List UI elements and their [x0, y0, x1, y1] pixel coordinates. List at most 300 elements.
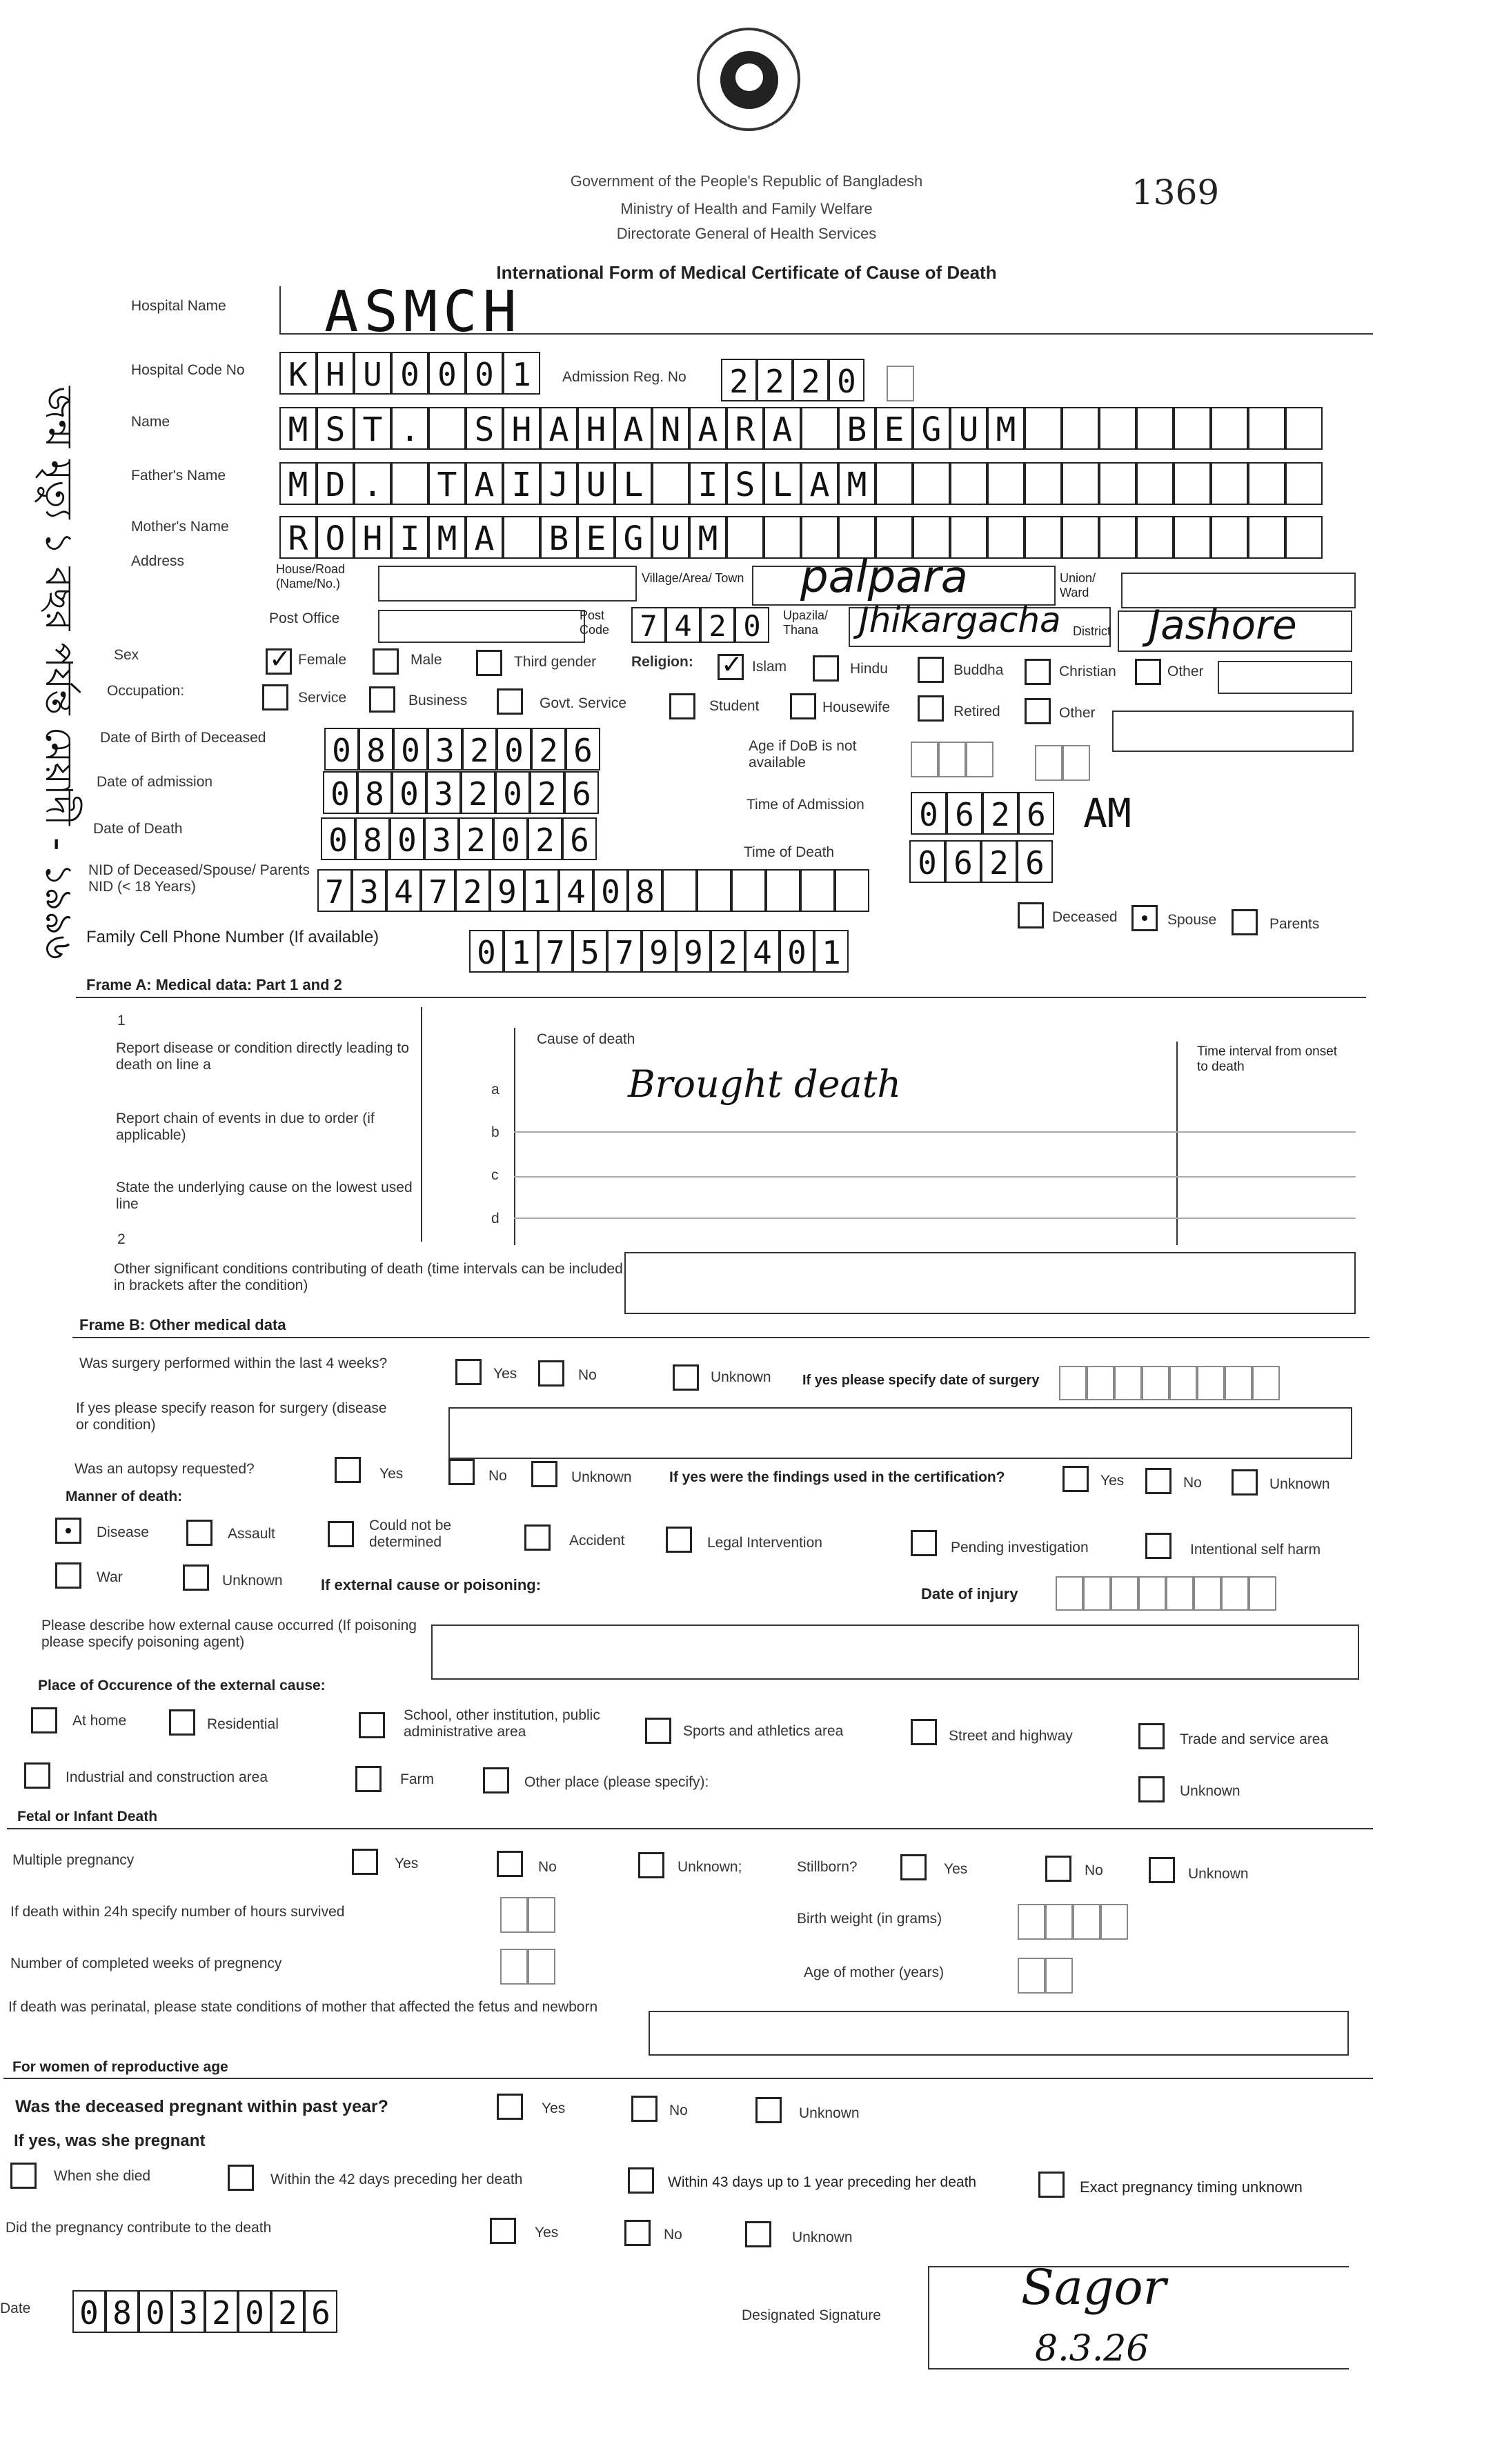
- hours-cells[interactable]: [500, 1897, 555, 1933]
- char-cell[interactable]: [1087, 1366, 1114, 1400]
- char-cell[interactable]: [1136, 516, 1174, 559]
- dod-label: Date of Death: [93, 821, 183, 837]
- char-cell[interactable]: A: [466, 462, 503, 505]
- sex-third-checkbox[interactable]: [476, 650, 502, 676]
- place-farm-checkbox[interactable]: [355, 1766, 382, 1792]
- occ-business-checkbox[interactable]: [369, 686, 395, 713]
- char-cell[interactable]: M: [838, 462, 876, 505]
- char-cell[interactable]: [1018, 1904, 1045, 1940]
- char-cell[interactable]: 8: [355, 817, 390, 860]
- frame-a-left-divider: [421, 1007, 422, 1242]
- cause-row-c-line: [514, 1218, 1356, 1219]
- char-cell[interactable]: [1045, 1904, 1073, 1940]
- char-cell[interactable]: E: [577, 516, 615, 559]
- char-cell[interactable]: T: [428, 462, 466, 505]
- father-name-cells[interactable]: [279, 462, 1323, 505]
- char-cell[interactable]: [697, 869, 731, 912]
- manner-undetermined-checkbox[interactable]: [328, 1521, 354, 1547]
- age-cells[interactable]: [911, 742, 993, 777]
- surgery-date-cells[interactable]: [1059, 1366, 1280, 1400]
- tod-cells[interactable]: [909, 840, 1053, 883]
- char-cell[interactable]: [1252, 1366, 1280, 1400]
- char-cell[interactable]: 3: [424, 817, 459, 860]
- char-cell[interactable]: [1194, 1576, 1221, 1611]
- char-cell[interactable]: 9: [642, 930, 676, 973]
- char-cell[interactable]: 0: [393, 728, 428, 771]
- char-cell[interactable]: I: [503, 462, 540, 505]
- char-cell[interactable]: 6: [562, 817, 597, 860]
- occ-student-checkbox[interactable]: [669, 693, 695, 719]
- char-cell[interactable]: 2: [982, 792, 1018, 835]
- place-school-checkbox[interactable]: [359, 1712, 385, 1738]
- when-died-checkbox[interactable]: [10, 2163, 37, 2189]
- findings-no-checkbox[interactable]: [1145, 1468, 1171, 1494]
- char-cell[interactable]: N: [652, 407, 689, 450]
- char-cell[interactable]: [801, 407, 838, 450]
- char-cell[interactable]: 3: [172, 2290, 205, 2333]
- char-cell[interactable]: A: [764, 407, 801, 450]
- char-cell[interactable]: 0: [469, 930, 504, 973]
- char-cell[interactable]: [987, 516, 1025, 559]
- char-cell[interactable]: 6: [1017, 840, 1053, 883]
- char-cell[interactable]: 0: [780, 930, 814, 973]
- surgery-yes-checkbox[interactable]: [455, 1359, 482, 1385]
- multiple-yes-checkbox[interactable]: [352, 1849, 378, 1875]
- surgery-no-checkbox[interactable]: [538, 1360, 564, 1387]
- char-cell[interactable]: [1174, 462, 1211, 505]
- char-cell[interactable]: 0: [390, 817, 424, 860]
- findings-yes-label: Yes: [1100, 1473, 1125, 1489]
- char-cell[interactable]: 3: [352, 869, 386, 912]
- char-cell[interactable]: [1225, 1366, 1252, 1400]
- char-cell[interactable]: [1062, 462, 1099, 505]
- place-industrial-checkbox[interactable]: [24, 1762, 50, 1789]
- place-unknown-checkbox[interactable]: [1138, 1776, 1165, 1802]
- char-cell[interactable]: K: [279, 352, 317, 395]
- char-cell[interactable]: [987, 462, 1025, 505]
- char-cell[interactable]: L: [764, 462, 801, 505]
- char-cell[interactable]: [1025, 407, 1062, 450]
- char-cell[interactable]: M: [428, 516, 466, 559]
- nid-cells[interactable]: [317, 869, 869, 912]
- char-cell[interactable]: [391, 462, 428, 505]
- char-cell[interactable]: H: [503, 407, 540, 450]
- char-cell[interactable]: 4: [745, 930, 780, 973]
- char-cell[interactable]: [1248, 516, 1285, 559]
- char-cell[interactable]: 2: [721, 359, 757, 401]
- char-cell[interactable]: U: [950, 407, 987, 450]
- place-residential-checkbox[interactable]: [169, 1709, 195, 1736]
- sex-female-label: Female: [298, 652, 347, 668]
- char-cell[interactable]: 2: [528, 817, 562, 860]
- contribute-yes-checkbox[interactable]: [490, 2218, 516, 2244]
- manner-unknown-checkbox[interactable]: [183, 1564, 209, 1591]
- place-industrial-label: Industrial and construction area: [66, 1769, 268, 1785]
- pregnant-yes-checkbox[interactable]: [497, 2094, 523, 2120]
- char-cell[interactable]: 2: [205, 2290, 238, 2333]
- char-cell[interactable]: U: [577, 462, 615, 505]
- char-cell[interactable]: H: [317, 352, 354, 395]
- char-cell[interactable]: S: [466, 407, 503, 450]
- injury-date-cells[interactable]: [1056, 1576, 1276, 1611]
- char-cell[interactable]: 1: [814, 930, 849, 973]
- char-cell[interactable]: O: [317, 516, 354, 559]
- age-unit-cells[interactable]: [1035, 745, 1090, 781]
- char-cell[interactable]: [1174, 407, 1211, 450]
- char-cell[interactable]: 2: [455, 869, 490, 912]
- char-cell[interactable]: [1059, 1366, 1087, 1400]
- char-cell[interactable]: 2: [700, 607, 735, 643]
- char-cell[interactable]: 8: [359, 728, 393, 771]
- char-cell[interactable]: [1035, 745, 1062, 781]
- sex-female-checkbox[interactable]: [266, 648, 292, 675]
- post-office-field[interactable]: [378, 610, 585, 643]
- char-cell[interactable]: R: [726, 407, 764, 450]
- char-cell[interactable]: [1211, 407, 1248, 450]
- char-cell[interactable]: [1136, 407, 1174, 450]
- char-cell[interactable]: [1018, 1958, 1045, 1994]
- char-cell[interactable]: H: [354, 516, 391, 559]
- char-cell[interactable]: 2: [757, 359, 793, 401]
- char-cell[interactable]: [938, 742, 966, 777]
- char-cell[interactable]: 6: [947, 792, 982, 835]
- char-cell[interactable]: [764, 516, 801, 559]
- char-cell[interactable]: 2: [981, 840, 1017, 883]
- district-value: Jashore: [1149, 602, 1297, 648]
- char-cell[interactable]: 2: [462, 728, 497, 771]
- cause-row-a-letter: a: [491, 1082, 500, 1097]
- char-cell[interactable]: .: [354, 462, 391, 505]
- char-cell[interactable]: 7: [421, 869, 455, 912]
- manner-disease-label: Disease: [97, 1524, 149, 1540]
- manner-war-checkbox[interactable]: [55, 1562, 81, 1589]
- house-field[interactable]: [378, 566, 637, 602]
- char-cell[interactable]: 2: [461, 771, 495, 814]
- char-cell[interactable]: 8: [628, 869, 662, 912]
- char-cell[interactable]: [503, 516, 540, 559]
- char-cell[interactable]: [1169, 1366, 1197, 1400]
- multiple-no-checkbox[interactable]: [497, 1851, 523, 1877]
- char-cell[interactable]: 5: [573, 930, 607, 973]
- char-cell[interactable]: [1083, 1576, 1111, 1611]
- char-cell[interactable]: 4: [386, 869, 421, 912]
- char-cell[interactable]: 1: [524, 869, 559, 912]
- occ-retired-checkbox[interactable]: [918, 695, 944, 722]
- char-cell[interactable]: B: [838, 407, 876, 450]
- part1-number: 1: [117, 1013, 126, 1029]
- char-cell[interactable]: M: [279, 407, 317, 450]
- char-cell[interactable]: [766, 869, 800, 912]
- char-cell[interactable]: 0: [392, 771, 426, 814]
- phone-label: Family Cell Phone Number (If available): [86, 928, 379, 946]
- within43-checkbox[interactable]: [628, 2167, 654, 2194]
- manner-pending-checkbox[interactable]: [911, 1530, 937, 1556]
- occ-other-checkbox[interactable]: [1025, 698, 1051, 724]
- char-cell[interactable]: 7: [538, 930, 573, 973]
- occ-govt-checkbox[interactable]: [497, 688, 523, 715]
- place-street-checkbox[interactable]: [911, 1719, 937, 1745]
- char-cell[interactable]: M: [987, 407, 1025, 450]
- toa-cells[interactable]: [911, 792, 1054, 835]
- phone-cells[interactable]: [469, 930, 849, 973]
- manner-legal-checkbox[interactable]: [666, 1527, 692, 1553]
- char-cell[interactable]: 0: [139, 2290, 172, 2333]
- char-cell[interactable]: [1025, 516, 1062, 559]
- admission-reg-cells[interactable]: [721, 359, 864, 401]
- char-cell[interactable]: 3: [426, 771, 461, 814]
- religion-other-field[interactable]: [1218, 661, 1352, 694]
- char-cell[interactable]: [1136, 462, 1174, 505]
- char-cell[interactable]: 0: [495, 771, 530, 814]
- exact-unknown-checkbox[interactable]: [1038, 2172, 1065, 2198]
- char-cell[interactable]: I: [689, 462, 726, 505]
- char-cell[interactable]: [428, 407, 466, 450]
- char-cell[interactable]: 0: [72, 2290, 106, 2333]
- char-cell[interactable]: [950, 462, 987, 505]
- char-cell[interactable]: [1285, 516, 1323, 559]
- char-cell[interactable]: [500, 1949, 528, 1985]
- perinatal-field[interactable]: [649, 2011, 1349, 2056]
- dod-cells[interactable]: [321, 817, 597, 860]
- char-cell[interactable]: 2: [711, 930, 745, 973]
- char-cell[interactable]: J: [540, 462, 577, 505]
- occ-other-field[interactable]: [1112, 711, 1354, 752]
- occ-housewife-checkbox[interactable]: [790, 693, 816, 719]
- nid-parents-checkbox[interactable]: [1232, 909, 1258, 935]
- char-cell[interactable]: [800, 869, 835, 912]
- religion-christian-checkbox[interactable]: [1025, 659, 1051, 685]
- char-cell[interactable]: [1174, 516, 1211, 559]
- char-cell[interactable]: 2: [271, 2290, 304, 2333]
- surgery-unknown-checkbox[interactable]: [673, 1364, 699, 1391]
- char-cell[interactable]: 0: [428, 352, 466, 395]
- char-cell[interactable]: L: [615, 462, 652, 505]
- char-cell[interactable]: 7: [631, 607, 666, 643]
- religion-islam-checkbox[interactable]: [718, 654, 744, 680]
- surgery-no-label: No: [578, 1367, 597, 1383]
- place-home-checkbox[interactable]: [31, 1707, 57, 1733]
- char-cell[interactable]: G: [615, 516, 652, 559]
- char-cell[interactable]: [528, 1949, 555, 1985]
- char-cell[interactable]: [913, 462, 950, 505]
- char-cell[interactable]: 0: [911, 792, 947, 835]
- nid-deceased-checkbox[interactable]: [1018, 902, 1044, 928]
- char-cell[interactable]: [1099, 516, 1136, 559]
- findings-unknown-checkbox[interactable]: [1232, 1469, 1258, 1496]
- char-cell[interactable]: [1062, 407, 1099, 450]
- char-cell[interactable]: 7: [317, 869, 352, 912]
- char-cell[interactable]: U: [354, 352, 391, 395]
- weeks-cells[interactable]: [500, 1949, 555, 1985]
- stillborn-yes-checkbox[interactable]: [900, 1854, 927, 1880]
- mother-age-cells[interactable]: [1018, 1958, 1073, 1994]
- char-cell[interactable]: [1062, 516, 1099, 559]
- char-cell[interactable]: 8: [357, 771, 392, 814]
- char-cell[interactable]: G: [913, 407, 950, 450]
- place-sports-checkbox[interactable]: [645, 1718, 671, 1744]
- char-cell[interactable]: M: [279, 462, 317, 505]
- char-cell[interactable]: [726, 516, 764, 559]
- char-cell[interactable]: [1045, 1958, 1073, 1994]
- contribute-no-checkbox[interactable]: [624, 2220, 651, 2246]
- other-conditions-field[interactable]: [624, 1252, 1356, 1314]
- char-cell[interactable]: 6: [1018, 792, 1054, 835]
- char-cell[interactable]: 6: [945, 840, 981, 883]
- char-cell[interactable]: 0: [466, 352, 503, 395]
- char-cell[interactable]: [1142, 1366, 1169, 1400]
- char-cell[interactable]: [1248, 407, 1285, 450]
- dob-cells[interactable]: [324, 728, 600, 771]
- place-other-checkbox[interactable]: [483, 1767, 509, 1794]
- char-cell[interactable]: A: [466, 516, 503, 559]
- char-cell[interactable]: A: [540, 407, 577, 450]
- char-cell[interactable]: [662, 869, 697, 912]
- stillborn-unknown-checkbox[interactable]: [1149, 1857, 1175, 1883]
- char-cell[interactable]: 0: [735, 607, 769, 643]
- char-cell[interactable]: [1114, 1366, 1142, 1400]
- char-cell[interactable]: 0: [593, 869, 628, 912]
- char-cell[interactable]: [1221, 1576, 1249, 1611]
- char-cell[interactable]: [1249, 1576, 1276, 1611]
- char-cell[interactable]: [1099, 462, 1136, 505]
- name-cells[interactable]: [279, 407, 1323, 450]
- char-cell[interactable]: 9: [676, 930, 711, 973]
- char-cell[interactable]: 0: [324, 728, 359, 771]
- char-cell[interactable]: [1073, 1904, 1100, 1940]
- char-cell[interactable]: 2: [531, 728, 566, 771]
- char-cell[interactable]: [1025, 462, 1062, 505]
- hospital-code-cells[interactable]: [279, 352, 540, 395]
- admission-reg-empty-cells[interactable]: [887, 366, 914, 401]
- char-cell[interactable]: [966, 742, 993, 777]
- autopsy-no-checkbox[interactable]: [448, 1459, 475, 1485]
- char-cell[interactable]: [911, 742, 938, 777]
- char-cell[interactable]: 3: [428, 728, 462, 771]
- char-cell[interactable]: U: [652, 516, 689, 559]
- place-trade-checkbox[interactable]: [1138, 1723, 1165, 1749]
- pregnant-unknown-checkbox[interactable]: [755, 2097, 782, 2123]
- char-cell[interactable]: [528, 1897, 555, 1933]
- nid-deceased-label: Deceased: [1052, 909, 1118, 925]
- within42-checkbox[interactable]: [228, 2165, 254, 2191]
- char-cell[interactable]: [1100, 1904, 1128, 1940]
- char-cell[interactable]: 4: [666, 607, 700, 643]
- pregnant-no-checkbox[interactable]: [631, 2096, 657, 2122]
- occ-service-checkbox[interactable]: [262, 684, 288, 711]
- doa-cells[interactable]: [323, 771, 599, 814]
- char-cell[interactable]: 0: [321, 817, 355, 860]
- char-cell[interactable]: [1062, 745, 1090, 781]
- char-cell[interactable]: [1056, 1576, 1083, 1611]
- describe-field[interactable]: [431, 1625, 1359, 1680]
- char-cell[interactable]: 1: [504, 930, 538, 973]
- char-cell[interactable]: R: [279, 516, 317, 559]
- char-cell[interactable]: [887, 366, 914, 401]
- char-cell[interactable]: T: [354, 407, 391, 450]
- char-cell[interactable]: E: [876, 407, 913, 450]
- nid-spouse-checkbox[interactable]: [1131, 905, 1158, 931]
- manner-accident-checkbox[interactable]: [524, 1524, 551, 1551]
- char-cell[interactable]: 0: [497, 728, 531, 771]
- char-cell[interactable]: 0: [829, 359, 864, 401]
- religion-other-checkbox[interactable]: [1135, 659, 1161, 685]
- char-cell[interactable]: 8: [106, 2290, 139, 2333]
- manner-disease-checkbox[interactable]: [55, 1518, 81, 1544]
- char-cell[interactable]: [1285, 407, 1323, 450]
- char-cell[interactable]: S: [726, 462, 764, 505]
- char-cell[interactable]: A: [689, 407, 726, 450]
- char-cell[interactable]: [1197, 1366, 1225, 1400]
- char-cell[interactable]: [1099, 407, 1136, 450]
- char-cell[interactable]: 2: [459, 817, 493, 860]
- char-cell[interactable]: 6: [566, 728, 600, 771]
- dob-label: Date of Birth of Deceased: [100, 730, 266, 746]
- char-cell[interactable]: 0: [238, 2290, 271, 2333]
- char-cell[interactable]: [1138, 1576, 1166, 1611]
- multiple-unknown-checkbox[interactable]: [638, 1852, 664, 1878]
- surgery-reason-field[interactable]: [448, 1407, 1352, 1459]
- stillborn-no-checkbox[interactable]: [1045, 1856, 1071, 1882]
- char-cell[interactable]: 7: [607, 930, 642, 973]
- weight-cells[interactable]: [1018, 1904, 1128, 1940]
- char-cell[interactable]: 1: [503, 352, 540, 395]
- manner-assault-checkbox[interactable]: [186, 1520, 212, 1546]
- char-cell[interactable]: [1285, 462, 1323, 505]
- pregnant-no-label: No: [669, 2103, 688, 2118]
- char-cell[interactable]: [1111, 1576, 1138, 1611]
- char-cell[interactable]: 2: [793, 359, 829, 401]
- religion-hindu-checkbox[interactable]: [813, 655, 839, 682]
- autopsy-unknown-checkbox[interactable]: [531, 1461, 557, 1487]
- char-cell[interactable]: [500, 1897, 528, 1933]
- char-cell[interactable]: .: [391, 407, 428, 450]
- char-cell[interactable]: A: [801, 462, 838, 505]
- char-cell[interactable]: A: [615, 407, 652, 450]
- char-cell[interactable]: 2: [530, 771, 564, 814]
- char-cell[interactable]: [731, 869, 766, 912]
- sex-male-checkbox[interactable]: [373, 648, 399, 675]
- findings-yes-checkbox[interactable]: [1062, 1466, 1089, 1492]
- char-cell[interactable]: 6: [304, 2290, 337, 2333]
- char-cell[interactable]: 0: [493, 817, 528, 860]
- char-cell[interactable]: 0: [391, 352, 428, 395]
- religion-buddha-checkbox[interactable]: [918, 657, 944, 683]
- char-cell[interactable]: 4: [559, 869, 593, 912]
- char-cell[interactable]: D: [317, 462, 354, 505]
- char-cell[interactable]: [1211, 462, 1248, 505]
- char-cell[interactable]: I: [391, 516, 428, 559]
- char-cell[interactable]: [1166, 1576, 1194, 1611]
- footer-date-cells[interactable]: [72, 2290, 337, 2333]
- post-code-cells[interactable]: [631, 607, 769, 643]
- manner-selfharm-checkbox[interactable]: [1145, 1533, 1171, 1559]
- char-cell[interactable]: M: [689, 516, 726, 559]
- char-cell[interactable]: H: [577, 407, 615, 450]
- char-cell[interactable]: 6: [564, 771, 599, 814]
- char-cell[interactable]: B: [540, 516, 577, 559]
- autopsy-yes-checkbox[interactable]: [335, 1457, 361, 1483]
- char-cell[interactable]: [1248, 462, 1285, 505]
- char-cell[interactable]: [1211, 516, 1248, 559]
- char-cell[interactable]: [652, 462, 689, 505]
- char-cell[interactable]: 0: [323, 771, 357, 814]
- char-cell[interactable]: [835, 869, 869, 912]
- char-cell[interactable]: S: [317, 407, 354, 450]
- contribute-unknown-checkbox[interactable]: [745, 2221, 771, 2247]
- char-cell[interactable]: 0: [909, 840, 945, 883]
- char-cell[interactable]: [876, 462, 913, 505]
- char-cell[interactable]: 9: [490, 869, 524, 912]
